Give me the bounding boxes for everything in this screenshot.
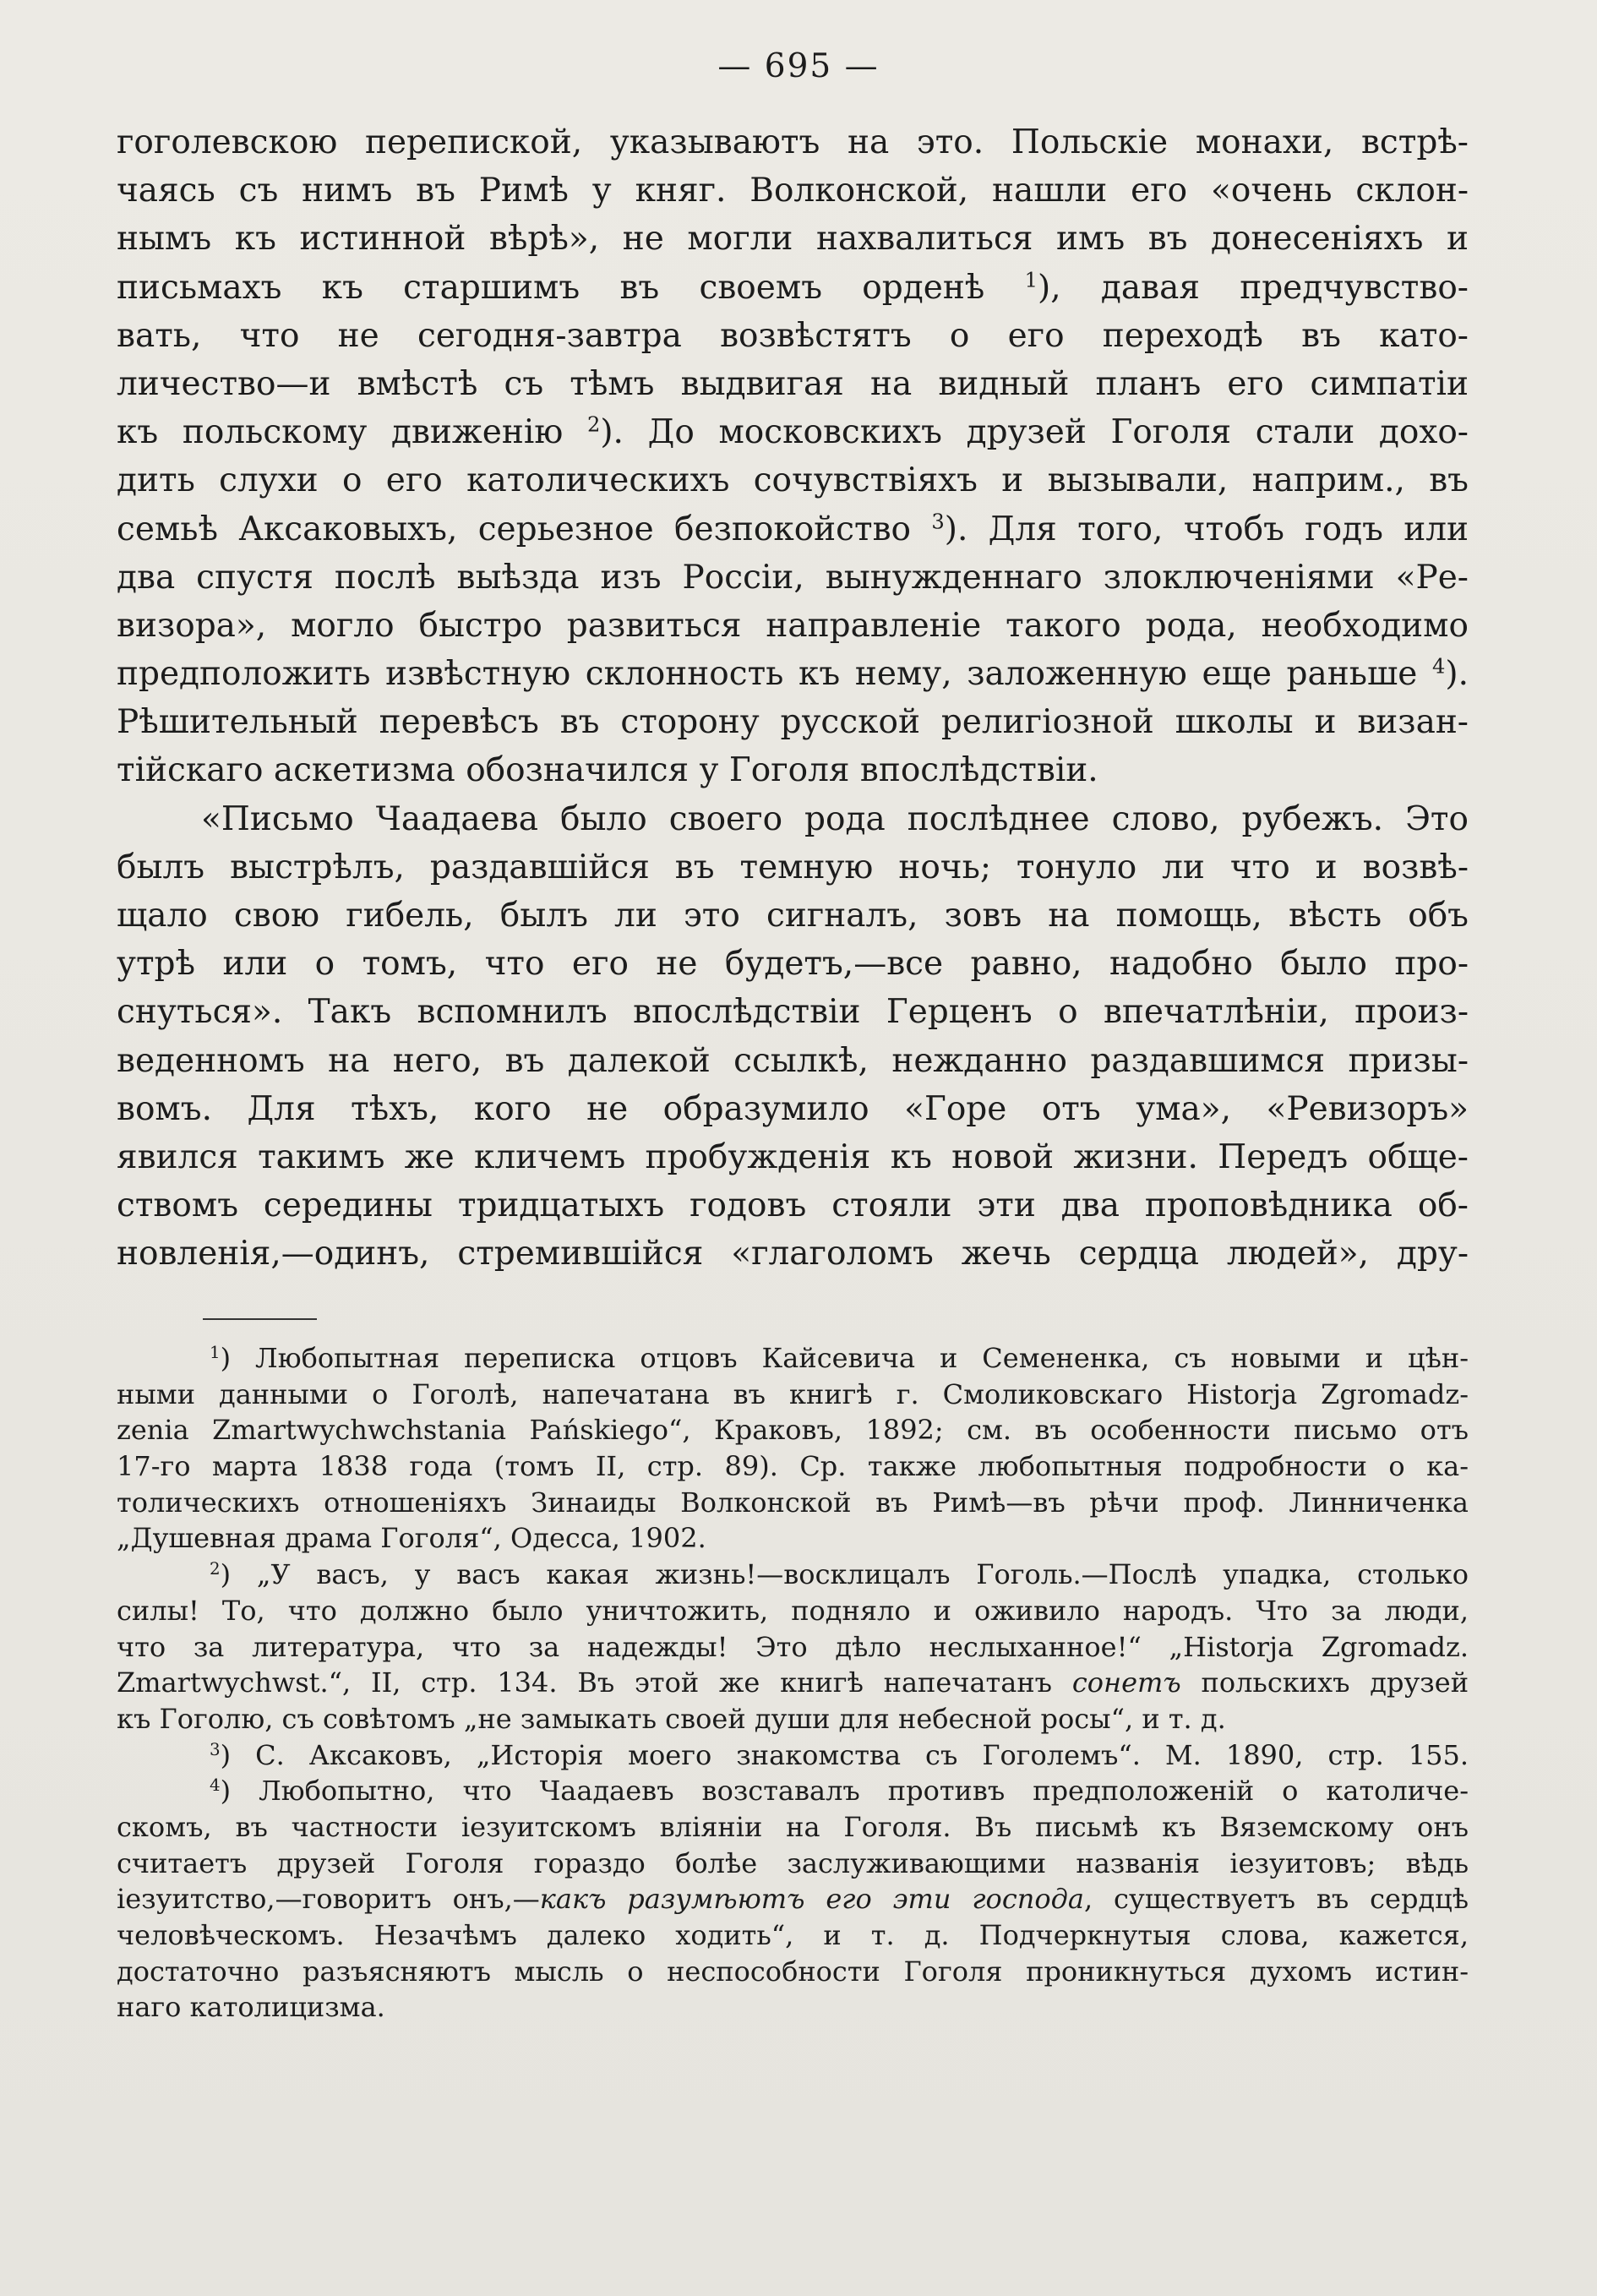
text-line: толическихъ отношеніяхъ Зинаиды Волконской въ Римѣ—въ рѣчи проф. Линниченка	[117, 1486, 1469, 1519]
footnote-3	[117, 1737, 1469, 1774]
text-line: два спустя послѣ выѣзда изъ Россіи, вынужденнаго злоключеніями «Ре-	[117, 558, 1469, 597]
text-line: къ Гоголю, съ совѣтомъ „не замыкать своей души для небесной росы“, и т. д.	[117, 1702, 1226, 1735]
text-line: ствомъ середины тридцатыхъ годовъ стояли эти два проповѣдника об-	[117, 1186, 1469, 1225]
text-line: наго католицизма.	[117, 1991, 385, 2024]
footnote-ref: 4	[1431, 654, 1446, 679]
text-line: іезуитство,—говоритъ онъ,—какъ разумѣютъ его эти господа, существуетъ въ сердцѣ	[117, 1883, 1469, 1916]
paragraph-1	[117, 118, 1469, 795]
footnote-number: 4	[210, 1775, 221, 1796]
text-line: считаетъ друзей Гоголя гораздо болѣе заслуживающими названія іезуитовъ; вѣдь	[117, 1846, 1469, 1879]
text-line: человѣческомъ. Незачѣмъ далеко ходить“, и т. д. Подчеркнутыя слова, кажется,	[117, 1919, 1469, 1951]
text-line: визора», могло быстро развиться направленіе такого рода, необходимо	[117, 606, 1469, 645]
footnote-number: 1	[210, 1343, 221, 1363]
paragraph-2	[117, 795, 1469, 1279]
text-line: скомъ, въ частности іезуитскомъ вліяніи на Гоголя. Въ письмѣ къ Вяземскому онъ	[117, 1810, 1469, 1843]
text-line: $^1$) Любопытная переписка отцовъ Кайсевича и Семененка, съ новыми и цѣн-	[210, 1342, 1469, 1374]
text-line: чаясь съ нимъ въ Римѣ у княг. Волконской, нашли его «очень склон-	[117, 172, 1469, 210]
text-line: нымъ къ истинной вѣрѣ», не могли нахвалиться имъ въ донесеніяхъ и	[117, 220, 1469, 259]
text-line: тійскаго аскетизма обозначился у Гоголя впослѣдствіи.	[117, 751, 1098, 790]
text-line: явился такимъ же кличемъ пробужденія къ новой жизни. Передъ обще-	[117, 1137, 1469, 1176]
text-line: личество—и вмѣстѣ съ тѣмъ выдвигая на видный планъ его симпатіи	[117, 364, 1469, 403]
footnote-ref: 3	[931, 510, 945, 534]
footnote-number: 3	[210, 1739, 221, 1759]
text-line: 17-го марта 1838 года (томъ II, стр. 89). Ср. также любопытныя подробности о ка-	[117, 1450, 1469, 1483]
italic-text: сонетъ	[1071, 1666, 1181, 1699]
text-line: вать, что не сегодня-завтра возвѣстятъ о его переходѣ въ като-	[117, 316, 1469, 355]
text-line: $^2$) „У васъ, у васъ какая жизнь!—восклицалъ Гоголь.—Послѣ упадка, столько	[210, 1558, 1469, 1591]
text-line: Рѣшительный перевѣсъ въ сторону русской религіозной школы и визан-	[117, 703, 1469, 742]
text-line: къ польскому движенію $^2$). До московскихъ друзей Гоголя стали дохо-	[117, 412, 1469, 452]
text-line: щало свою гибель, былъ ли это сигналъ, зовъ на помощь, вѣсть объ	[117, 897, 1469, 935]
text-line: „Душевная драма Гоголя“, Одесса, 1902.	[117, 1522, 706, 1555]
text-line: $^3$) С. Аксаковъ, „Исторія моего знакомства съ Гоголемъ“. М. 1890, стр. 155.	[210, 1738, 1469, 1771]
text-line: снуться». Такъ вспомнилъ впослѣдствіи Герценъ о впечатлѣніи, произ-	[117, 993, 1469, 1032]
footnotes	[117, 1340, 1469, 2026]
text-line: Zmartwychwst.“, II, стр. 134. Въ этой же книгѣ напечатанъ сонетъ польскихъ друзей	[117, 1666, 1469, 1699]
main-text	[117, 118, 1469, 1279]
text-line: дить слухи о его католическихъ сочувствіяхъ и вызывали, наприм., въ	[117, 461, 1469, 500]
footnote-4	[117, 1773, 1469, 2026]
text-line: что за литература, что за надежды! Это дѣло неслыханное!“ „Historja Zgromadz.	[117, 1630, 1469, 1663]
text-line: предположить извѣстную склонность къ нему, заложенную еще раньше $^4$).	[117, 654, 1469, 694]
footnote-ref: 1	[1024, 268, 1038, 292]
footnote-ref: 2	[586, 412, 601, 437]
footnote-1	[117, 1340, 1469, 1557]
text-line: zenia Zmartwychwchstania Pańskiego“, Краковъ, 1892; см. въ особенности письмо отъ	[117, 1414, 1469, 1447]
footnote-2	[117, 1557, 1469, 1737]
footnote-divider	[203, 1318, 317, 1320]
text-line: $^4$) Любопытно, что Чаадаевъ возставалъ противъ предположеній о католиче-	[210, 1775, 1469, 1808]
text-line: семьѣ Аксаковыхъ, серьезное безпокойство $^3$). Для того, чтобъ годъ или	[117, 510, 1469, 548]
text-line: ными данными о Гоголѣ, напечатана въ книгѣ г. Смоликовскаго Historja Zgromadz-	[117, 1377, 1469, 1410]
text-line: письмахъ къ старшимъ въ своемъ орденѣ $^1$), давая предчувство-	[117, 268, 1469, 307]
text-line: былъ выстрѣлъ, раздавшійся въ темную ночь; тонуло ли что и возвѣ-	[117, 848, 1469, 886]
footnote-number: 2	[210, 1559, 221, 1579]
text-line: «Письмо Чаадаева было своего рода послѣднее слово, рубежъ. Это	[201, 799, 1469, 838]
text-line: достаточно разъясняютъ мысль о неспособности Гоголя проникнуться духомъ истин-	[117, 1955, 1469, 1988]
text-line: вомъ. Для тѣхъ, кого не образумило «Горе отъ ума», «Ревизоръ»	[117, 1089, 1469, 1128]
text-line: новленія,—одинъ, стремившійся «глаголомъ жечь сердца людей», дру-	[117, 1235, 1469, 1273]
text-line: утрѣ или о томъ, что его не будетъ,—все равно, надобно было про-	[117, 945, 1469, 984]
text-line: силы! То, что должно было уничтожить, подняло и оживило народъ. Что за люди,	[117, 1594, 1469, 1627]
page-number: — 695 —	[717, 47, 880, 85]
italic-text: какъ разумѣютъ его эти господа	[539, 1883, 1084, 1916]
text-line: веденномъ на него, въ далекой ссылкѣ, нежданно раздавшимся призы-	[117, 1041, 1469, 1080]
text-line: гоголевскою перепиской, указываютъ на это. Польскіе монахи, встрѣ-	[117, 123, 1469, 161]
